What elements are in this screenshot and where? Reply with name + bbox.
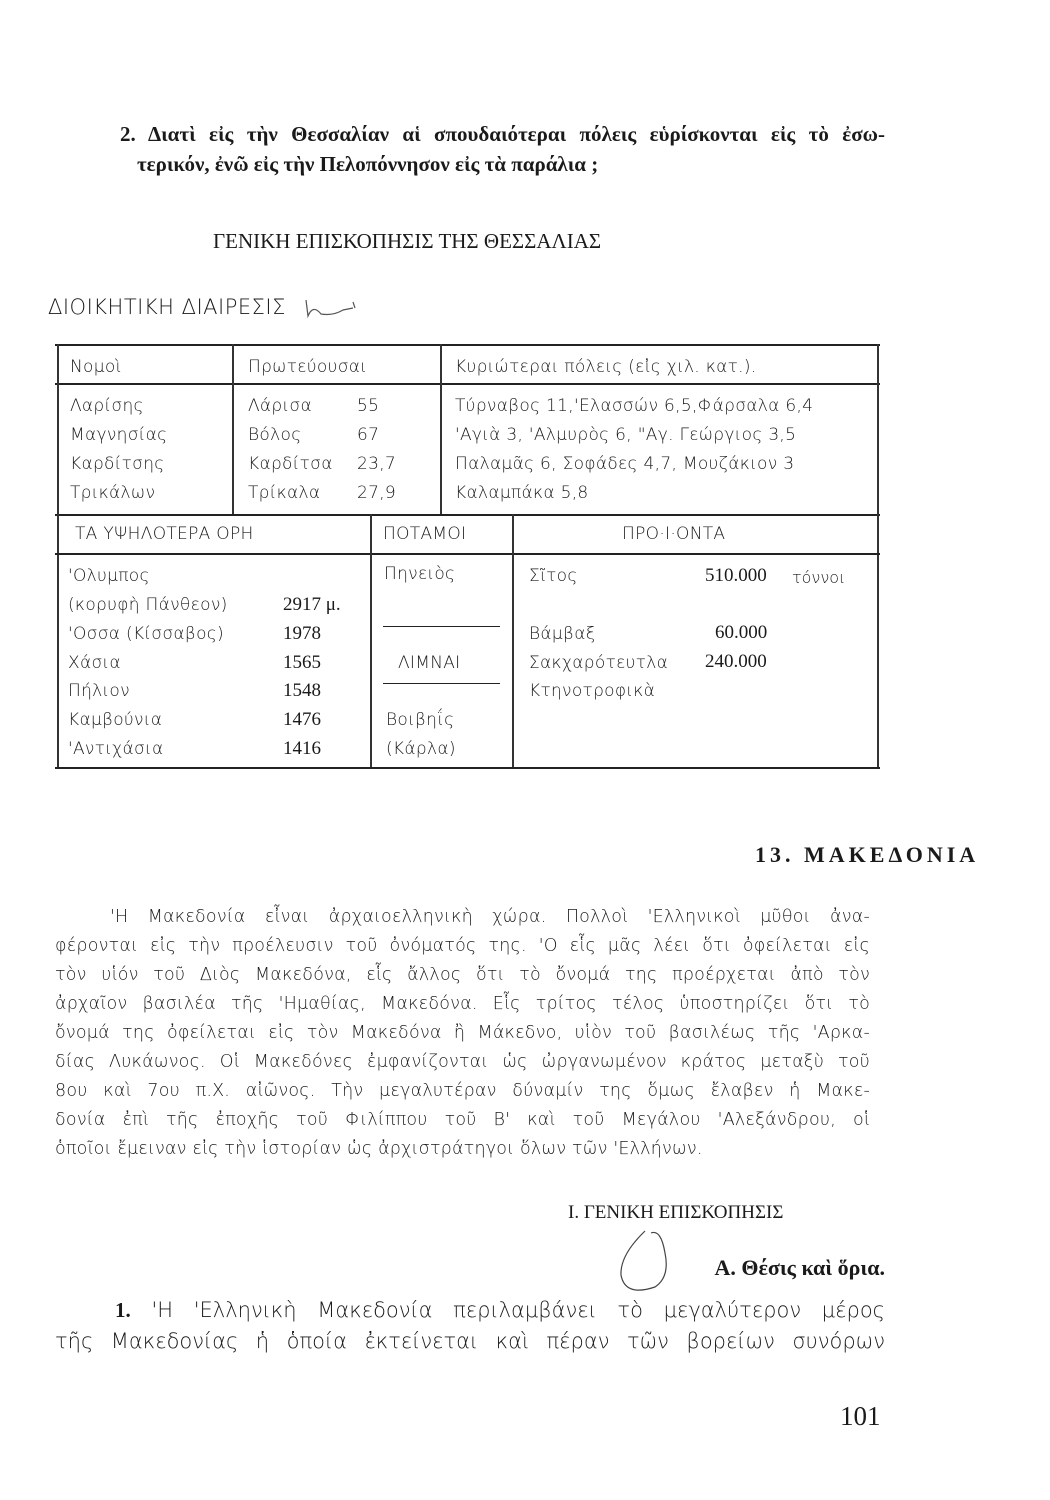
lake-name: (Κάρλα)	[386, 739, 456, 759]
header-main-cities: Κυριώτεραι πόλεις (εἰς χιλ. κατ.).	[455, 357, 757, 377]
table-border	[877, 344, 879, 769]
mountain-name: 'Αντιχάσια	[68, 739, 164, 759]
paragraph-line: τὸν υἱόν τοῦ Διὸς Μακεδόνα, εἷς ἄλλος ὅτι τὸ ὄνομά της προέρχεται ἀπὸ τὸν	[55, 965, 870, 985]
table-rule	[55, 344, 880, 346]
paragraph-1-line-2: τῆς Μακεδονίας ἡ ὁποία ἐκτείνεται καὶ πέραν τῶν βορείων συνόρων	[55, 1329, 885, 1353]
column-divider	[232, 344, 234, 514]
paragraph-line: 'Η Μακεδονία εἶναι ἀρχαιοελληνικὴ χώρα. Πολλοὶ 'Ελληνικοὶ μῦθοι ἀνα-	[110, 907, 870, 927]
capital: Λάρισα	[248, 396, 312, 416]
prefecture: Τρικάλων	[70, 483, 156, 503]
lakes-rule	[383, 683, 500, 684]
header-capitals: Πρωτεύουσαι	[248, 357, 368, 377]
main-cities: Τύρναβος 11,'Ελασσών 6,5,Φάρσαλα 6,4	[455, 396, 814, 416]
main-cities: 'Αγιὰ 3, 'Αλμυρὸς 6, "Αγ. Γεώργιος 3,5	[455, 425, 797, 445]
product-value: 60.000	[715, 622, 768, 643]
paragraph-1-line-1	[115, 1298, 885, 1323]
paragraph-number: 1.	[115, 1298, 131, 1322]
paragraph-text: 'Η 'Ελληνικὴ Μακεδονία περιλαμβάνει τὸ μεγαλύτερον μέρος	[151, 1298, 886, 1322]
table-rule	[55, 553, 880, 555]
lake-name: Βοιβηΐς	[386, 710, 455, 730]
paragraph-line: δίας Λυκάωνος. Οἱ Μακεδόνες ἐμφανίζονται ὡς ὠργανωμένον κράτος μεταξὺ τοῦ	[55, 1052, 870, 1072]
product-value: 240.000	[705, 651, 767, 672]
paragraph-line: φέρονται εἰς τὴν προέλευσιν τοῦ ὀνόματός της. 'Ο εἷς μᾶς λέει ὅτι ὀφείλεται εἰς	[55, 936, 870, 956]
main-cities: Παλαμᾶς 6, Σοφάδες 4,7, Μουζάκιον 3	[455, 454, 795, 474]
capital-population: 67	[357, 425, 380, 445]
admin-heading: ΔΙΟΙΚΗΤΙΚΗ ΔΙΑΙΡΕΣΙΣ	[48, 295, 286, 319]
header-prefectures: Νομοὶ	[70, 357, 122, 377]
header-products: ΠΡΟ·Ι·ΟΝΤΑ	[622, 524, 726, 544]
capital: Καρδίτσα	[248, 454, 333, 474]
chapter-title: 13. ΜΑΚΕΔΟΝΙΑ	[755, 842, 980, 867]
lakes-header: ΛΙΜΝΑΙ	[398, 653, 461, 673]
mountain-name: Πήλιον	[68, 681, 130, 701]
mountain-height: 1476	[283, 709, 321, 730]
subsection-heading: Α. Θέσις καὶ ὅρια.	[714, 1255, 885, 1280]
prefecture: Λαρίσης	[70, 396, 144, 416]
table-border	[57, 344, 59, 769]
paragraph-line: δονία ἐπὶ τῆς ἐποχῆς τοῦ Φιλίππου τοῦ Β' καὶ τοῦ Μεγάλου 'Αλεξάνδρου, οἱ	[55, 1110, 870, 1130]
product-name: Σῖτος	[529, 566, 578, 586]
table-rule	[55, 383, 880, 385]
capital-population: 27,9	[357, 483, 397, 503]
paragraph-line: ὄνομά της ὀφείλεται εἰς τὸν Μακεδόνα ἢ Μάκεδνο, υἱὸν τοῦ βασιλέως τῆς 'Αρκα-	[55, 1023, 870, 1043]
header-mountains: ΤΑ ΥΨΗΛΟΤΕΡΑ ΟΡΗ	[75, 524, 254, 544]
product-unit: τόννοι	[792, 568, 846, 587]
mountain-name: (κορυφὴ Πάνθεον)	[68, 595, 228, 615]
product-name: Κτηνοτροφικὰ	[529, 681, 656, 701]
column-divider	[512, 514, 514, 767]
paragraph-line: ἀρχαῖον βασιλέα τῆς 'Ημαθίας, Μακεδόνα. Εἷς τρίτος τέλος ὑποστηρίζει ὅτι τὸ	[55, 994, 870, 1014]
paragraph-line: 8ου καὶ 7ου π.Χ. αἰῶνος. Τὴν μεγαλυτέραν δύναμίν της ὅμως ἔλαβεν ἡ Μακε-	[55, 1081, 870, 1101]
thessaly-title: ΓΕΝΙΚΗ ΕΠΙΣΚΟΠΗΣΙΣ ΤΗΣ ΘΕΣΣΑΛΙΑΣ	[213, 229, 602, 253]
mountain-height: 1978	[283, 623, 321, 644]
river-name: Πηνειὸς	[384, 564, 456, 584]
mountain-name: 'Οσσα (Κίσσαβος)	[68, 624, 224, 644]
mountain-height: 2917 μ.	[283, 594, 341, 615]
mountain-height: 1416	[283, 738, 321, 759]
page-number: 101	[840, 1401, 881, 1431]
header-rivers: ΠΟΤΑΜΟΙ	[383, 524, 467, 544]
section-heading: Ι. ΓΕΝΙΚΗ ΕΠΙΣΚΟΠΗΣΙΣ	[568, 1202, 784, 1223]
main-cities: Καλαμπάκα 5,8	[455, 483, 589, 503]
column-divider	[440, 344, 442, 514]
mountain-name: 'Ολυμπος	[68, 566, 150, 586]
handwritten-circle-icon	[615, 1225, 685, 1297]
column-divider	[370, 514, 372, 767]
product-name: Σακχαρότευτλα	[529, 653, 669, 673]
paragraph-line: ὁποῖοι ἔμειναν εἰς τὴν ἱστορίαν ὡς ἀρχιστράτηγοι ὅλων τῶν 'Ελλήνων.	[55, 1139, 703, 1159]
mountain-name: Χάσια	[68, 653, 121, 673]
capital: Τρίκαλα	[248, 483, 321, 503]
capital: Βόλος	[248, 425, 302, 445]
question-line-2: τερικόν, ἐνῶ εἰς τὴν Πελοπόννησον εἰς τὰ παράλια ;	[137, 152, 599, 176]
mountain-name: Καμβούνια	[68, 710, 163, 730]
question-line-1: 2. Διατὶ εἰς τὴν Θεσσαλίαν αἱ σπουδαιότεραι πόλεις εὑρίσκονται εἰς τὸ ἐσω-	[120, 122, 885, 146]
lakes-rule	[383, 626, 500, 627]
table-rule	[55, 514, 880, 516]
mountain-height: 1565	[283, 652, 321, 673]
product-value: 510.000	[705, 565, 767, 586]
capital-population: 23,7	[357, 454, 397, 474]
capital-population: 55	[357, 396, 380, 416]
handwritten-mark-icon	[303, 296, 359, 320]
mountain-height: 1548	[283, 680, 321, 701]
prefecture: Μαγνησίας	[70, 425, 168, 445]
prefecture: Καρδίτσης	[70, 454, 165, 474]
table-rule	[55, 767, 880, 769]
product-name: Βάμβαξ	[529, 624, 596, 644]
